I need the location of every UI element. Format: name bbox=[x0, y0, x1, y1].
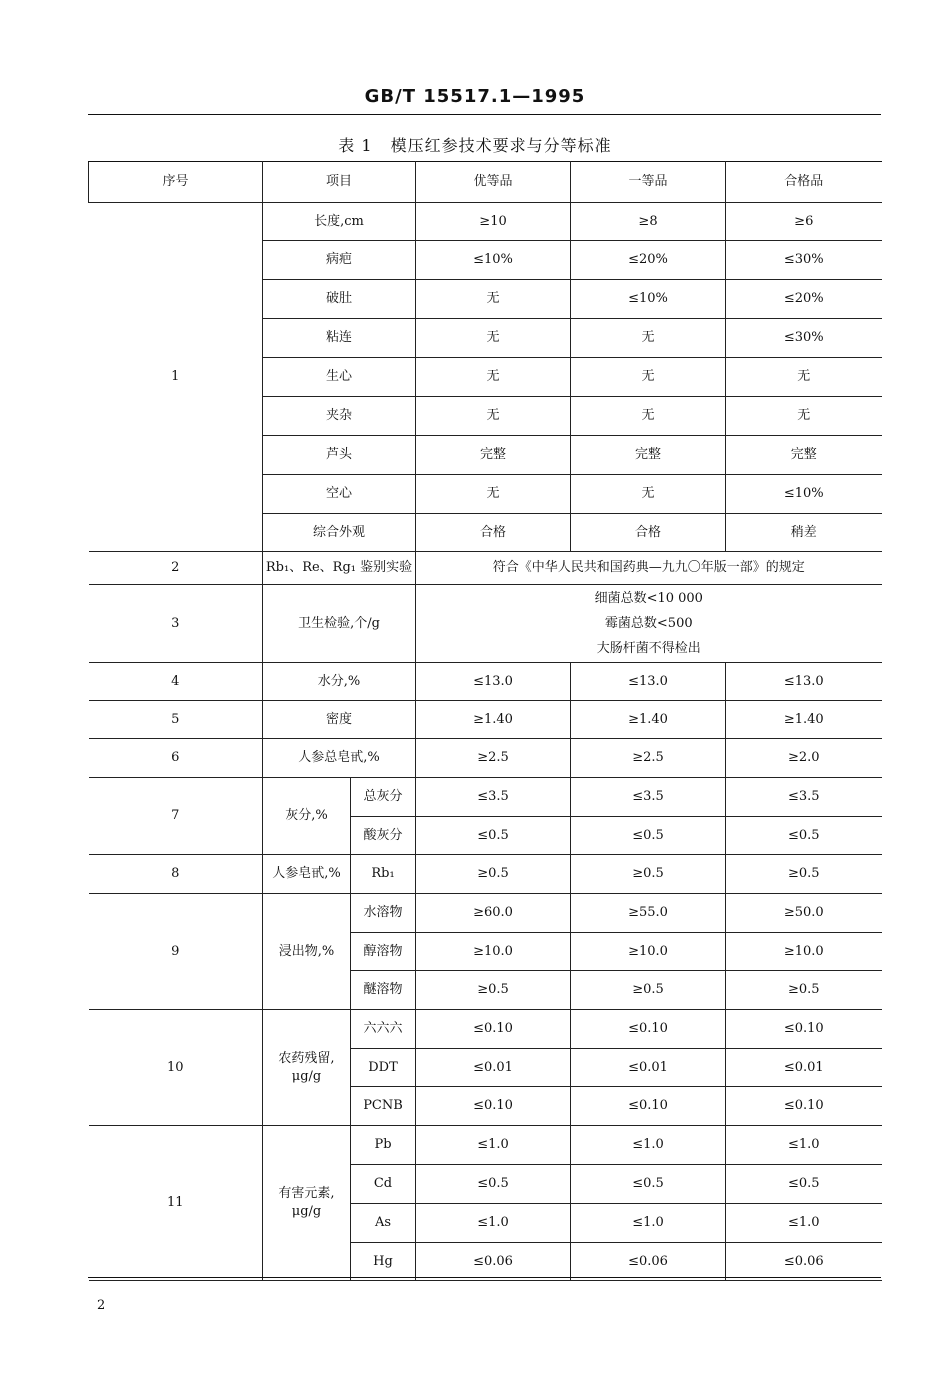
table-row bbox=[89, 701, 882, 739]
grade-first-cell: 无 bbox=[571, 319, 726, 358]
item-cell: 卫生检验,个/g bbox=[263, 585, 416, 663]
sub-item-cell: Pb bbox=[351, 1126, 416, 1165]
ecoli-limit: 大肠杆菌不得检出 bbox=[596, 641, 701, 656]
col-header-seq: 序号 bbox=[89, 162, 263, 203]
sub-item-cell: Cd bbox=[351, 1165, 416, 1204]
grade-first-cell: 无 bbox=[571, 397, 726, 436]
hygiene-requirement-cell bbox=[416, 585, 882, 663]
grade-premium-cell: ≥1.40 bbox=[416, 701, 571, 739]
grade-premium-cell: ≤3.5 bbox=[416, 778, 571, 817]
sub-item-cell: As bbox=[351, 1204, 416, 1243]
table-row bbox=[89, 739, 882, 778]
grade-qualified-cell: 稍差 bbox=[726, 514, 882, 552]
grade-qualified-cell: ≥6 bbox=[726, 203, 882, 241]
header-rule bbox=[88, 114, 881, 115]
item-cell: 综合外观 bbox=[263, 514, 416, 552]
item-cell: 生心 bbox=[263, 358, 416, 397]
grade-first-cell: ≤20% bbox=[571, 241, 726, 280]
grade-qualified-cell: ≥0.5 bbox=[726, 855, 882, 894]
grade-premium-cell: ≤0.10 bbox=[416, 1010, 571, 1049]
bacteria-limit: 细菌总数<10 000 bbox=[594, 591, 703, 606]
grade-premium-cell: ≥2.5 bbox=[416, 739, 571, 778]
col-header-grade-qualified: 合格品 bbox=[726, 162, 882, 203]
grade-premium-cell: ≥0.5 bbox=[416, 971, 571, 1010]
item-cell: 浸出物,% bbox=[263, 894, 351, 1010]
grade-qualified-cell: ≥50.0 bbox=[726, 894, 882, 933]
table-row bbox=[89, 778, 882, 817]
grade-qualified-cell: ≥10.0 bbox=[726, 933, 882, 971]
grade-premium-cell: ≥0.5 bbox=[416, 855, 571, 894]
item-cell: 密度 bbox=[263, 701, 416, 739]
grade-first-cell: ≤0.10 bbox=[571, 1010, 726, 1049]
seq-cell: 6 bbox=[89, 739, 263, 778]
grade-qualified-cell: ≥1.40 bbox=[726, 701, 882, 739]
seq-cell: 5 bbox=[89, 701, 263, 739]
item-cell: 粘连 bbox=[263, 319, 416, 358]
grade-qualified-cell: ≤0.01 bbox=[726, 1049, 882, 1087]
grade-first-cell: ≤0.01 bbox=[571, 1049, 726, 1087]
sub-item-cell: 酸灰分 bbox=[351, 817, 416, 855]
item-label: 有害元素, bbox=[278, 1186, 335, 1202]
item-cell: 长度,cm bbox=[263, 203, 416, 241]
seq-cell: 7 bbox=[89, 778, 263, 855]
table-row bbox=[89, 585, 882, 663]
table-header-row bbox=[89, 162, 882, 203]
col-header-item: 项目 bbox=[263, 162, 416, 203]
table-row bbox=[89, 1126, 882, 1165]
item-cell: 芦头 bbox=[263, 436, 416, 475]
grade-premium-cell: ≤10% bbox=[416, 241, 571, 280]
grade-qualified-cell: ≤3.5 bbox=[726, 778, 882, 817]
table-row bbox=[89, 1010, 882, 1049]
grade-qualified-cell: 完整 bbox=[726, 436, 882, 475]
seq-cell: 3 bbox=[89, 585, 263, 663]
seq-cell: 4 bbox=[89, 663, 263, 701]
grade-qualified-cell: ≤10% bbox=[726, 475, 882, 514]
grade-premium-cell: ≤0.06 bbox=[416, 1243, 571, 1281]
grade-qualified-cell: ≤13.0 bbox=[726, 663, 882, 701]
table-row bbox=[89, 663, 882, 701]
grade-premium-cell: ≤1.0 bbox=[416, 1126, 571, 1165]
grade-first-cell: 完整 bbox=[571, 436, 726, 475]
grade-premium-cell: 无 bbox=[416, 280, 571, 319]
item-cell: Rb₁、Re、Rg₁ 鉴别实验 bbox=[263, 552, 416, 585]
grade-premium-cell: 无 bbox=[416, 397, 571, 436]
grade-premium-cell: ≥60.0 bbox=[416, 894, 571, 933]
grade-first-cell: ≥8 bbox=[571, 203, 726, 241]
table-row bbox=[89, 894, 882, 933]
table-row bbox=[89, 552, 882, 585]
grade-qualified-cell: ≤30% bbox=[726, 241, 882, 280]
grade-first-cell: ≤0.5 bbox=[571, 817, 726, 855]
grade-first-cell: ≤0.10 bbox=[571, 1087, 726, 1126]
page-number: 2 bbox=[97, 1298, 106, 1313]
grade-qualified-cell: ≤1.0 bbox=[726, 1204, 882, 1243]
seq-cell: 2 bbox=[89, 552, 263, 585]
sub-item-cell: 六六六 bbox=[351, 1010, 416, 1049]
grade-qualified-cell: ≤1.0 bbox=[726, 1126, 882, 1165]
grade-first-cell: 无 bbox=[571, 358, 726, 397]
grade-premium-cell: ≤13.0 bbox=[416, 663, 571, 701]
grade-first-cell: ≤0.06 bbox=[571, 1243, 726, 1281]
grade-first-cell: ≤0.5 bbox=[571, 1165, 726, 1204]
table-row bbox=[89, 855, 882, 894]
grade-first-cell: ≥10.0 bbox=[571, 933, 726, 971]
item-label: 农药残留, bbox=[278, 1050, 335, 1066]
sub-item-cell: DDT bbox=[351, 1049, 416, 1087]
item-cell: 破肚 bbox=[263, 280, 416, 319]
table-number: 表 1 bbox=[338, 136, 373, 155]
seq-cell: 8 bbox=[89, 855, 263, 894]
grade-first-cell: ≤10% bbox=[571, 280, 726, 319]
grade-premium-cell: ≤0.5 bbox=[416, 817, 571, 855]
grading-table bbox=[88, 161, 882, 1281]
grade-premium-cell: ≤1.0 bbox=[416, 1204, 571, 1243]
grade-qualified-cell: ≤0.5 bbox=[726, 1165, 882, 1204]
item-cell bbox=[263, 1010, 351, 1126]
item-cell: 水分,% bbox=[263, 663, 416, 701]
item-cell: 人参总皂甙,% bbox=[263, 739, 416, 778]
grade-qualified-cell: ≤0.10 bbox=[726, 1010, 882, 1049]
grade-qualified-cell: ≤30% bbox=[726, 319, 882, 358]
grade-premium-cell: 合格 bbox=[416, 514, 571, 552]
item-cell: 灰分,% bbox=[263, 778, 351, 855]
footer-rule bbox=[88, 1277, 881, 1278]
item-cell: 夹杂 bbox=[263, 397, 416, 436]
item-cell: 人参皂甙,% bbox=[263, 855, 351, 894]
grade-qualified-cell: ≤0.5 bbox=[726, 817, 882, 855]
grade-qualified-cell: ≥2.0 bbox=[726, 739, 882, 778]
grade-first-cell: ≥2.5 bbox=[571, 739, 726, 778]
seq-cell: 10 bbox=[89, 1010, 263, 1126]
grade-first-cell: ≤1.0 bbox=[571, 1204, 726, 1243]
item-cell bbox=[263, 1126, 351, 1281]
col-header-grade-first: 一等品 bbox=[571, 162, 726, 203]
grade-first-cell: 无 bbox=[571, 475, 726, 514]
table-title-text: 模压红参技术要求与分等标准 bbox=[390, 136, 612, 155]
table-row bbox=[89, 203, 882, 241]
sub-item-cell: 水溶物 bbox=[351, 894, 416, 933]
standard-code: GB/T 15517.1—1995 bbox=[364, 86, 586, 107]
grade-qualified-cell: 无 bbox=[726, 397, 882, 436]
grade-premium-cell: ≥10 bbox=[416, 203, 571, 241]
table-title bbox=[0, 133, 950, 156]
grade-qualified-cell: 无 bbox=[726, 358, 882, 397]
grade-qualified-cell: ≤20% bbox=[726, 280, 882, 319]
grade-first-cell: ≤1.0 bbox=[571, 1126, 726, 1165]
grade-first-cell: ≥0.5 bbox=[571, 971, 726, 1010]
grade-qualified-cell: ≥0.5 bbox=[726, 971, 882, 1010]
item-cell: 病疤 bbox=[263, 241, 416, 280]
col-header-grade-premium: 优等品 bbox=[416, 162, 571, 203]
grade-first-cell: ≤3.5 bbox=[571, 778, 726, 817]
grade-first-cell: ≥55.0 bbox=[571, 894, 726, 933]
mold-limit: 霉菌总数<500 bbox=[604, 616, 693, 631]
sub-item-cell: Hg bbox=[351, 1243, 416, 1281]
grade-first-cell: 合格 bbox=[571, 514, 726, 552]
grade-premium-cell: ≤0.01 bbox=[416, 1049, 571, 1087]
grade-qualified-cell: ≤0.06 bbox=[726, 1243, 882, 1281]
grade-premium-cell: 无 bbox=[416, 475, 571, 514]
grade-premium-cell: 无 bbox=[416, 358, 571, 397]
grade-qualified-cell: ≤0.10 bbox=[726, 1087, 882, 1126]
item-unit: μg/g bbox=[291, 1068, 322, 1084]
item-cell: 空心 bbox=[263, 475, 416, 514]
grade-premium-cell: ≤0.10 bbox=[416, 1087, 571, 1126]
seq-cell: 1 bbox=[89, 203, 263, 552]
item-unit: μg/g bbox=[291, 1204, 322, 1219]
grade-premium-cell: ≥10.0 bbox=[416, 933, 571, 971]
grade-premium-cell: 无 bbox=[416, 319, 571, 358]
grade-premium-cell: 完整 bbox=[416, 436, 571, 475]
grade-first-cell: ≥1.40 bbox=[571, 701, 726, 739]
grade-first-cell: ≤13.0 bbox=[571, 663, 726, 701]
identification-requirement-cell: 符合《中华人民共和国药典—九九〇年版一部》的规定 bbox=[416, 552, 882, 585]
sub-item-cell: 醇溶物 bbox=[351, 933, 416, 971]
grade-premium-cell: ≤0.5 bbox=[416, 1165, 571, 1204]
sub-item-cell: Rb₁ bbox=[351, 855, 416, 894]
sub-item-cell: PCNB bbox=[351, 1087, 416, 1126]
seq-cell: 11 bbox=[89, 1126, 263, 1281]
sub-item-cell: 总灰分 bbox=[351, 778, 416, 817]
sub-item-cell: 醚溶物 bbox=[351, 971, 416, 1010]
grade-first-cell: ≥0.5 bbox=[571, 855, 726, 894]
seq-cell: 9 bbox=[89, 894, 263, 1010]
